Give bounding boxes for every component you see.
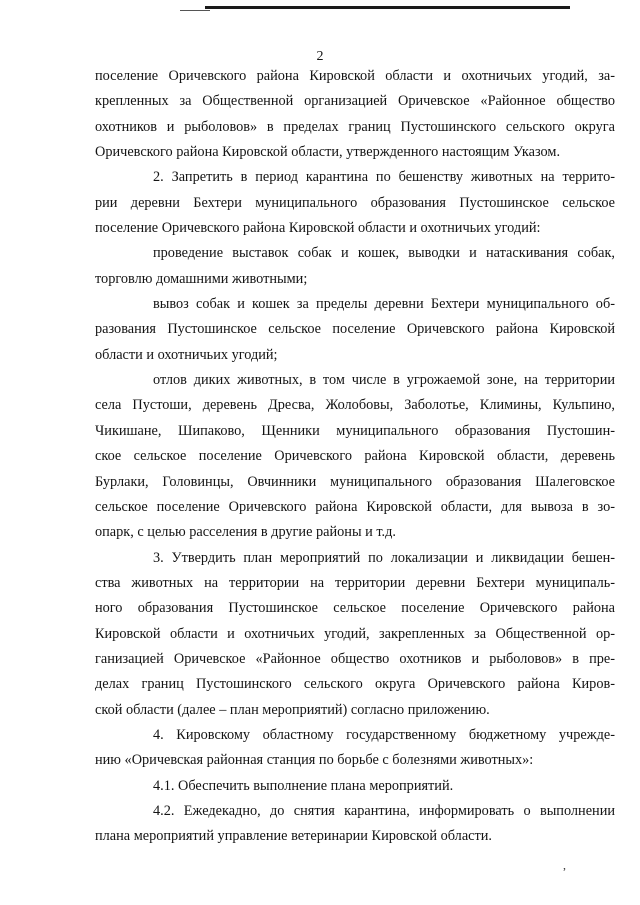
text-line: Кировской области и охотничьих угодий, закрепленных за Общественной ор-	[95, 625, 615, 642]
text-line: делах границ Пустошинского сельского округа Оричевского района Киров-	[95, 676, 615, 693]
text-line: ское сельское поселение Оричевского района Кировской области, деревень	[95, 448, 615, 465]
text-line: отлов диких животных, в том числе в угрожаемой зоне, на территории	[153, 372, 615, 389]
scan-artifact-rule	[205, 6, 570, 9]
text-line: сельское поселение Оричевского района Кировской области, для вывоза в зо-	[95, 498, 615, 515]
scan-speck: ,	[563, 858, 566, 872]
text-line: 4.1. Обеспечить выполнение плана мероприятий.	[153, 777, 454, 794]
text-line: Бурлаки, Головинцы, Овчинники муниципального образования Шалеговское	[95, 473, 615, 490]
document-body	[95, 64, 615, 850]
text-line: Чикишане, Шипаково, Щенники муниципального образования Пустошин-	[95, 422, 615, 439]
text-line: нию «Оричевская районная станция по борьбе с болезнями животных»:	[95, 752, 534, 769]
text-line: рии деревни Бехтери муниципального образования Пустошинское сельское	[95, 194, 615, 211]
text-line: 3. Утвердить план мероприятий по локализации и ликвидации бешен-	[153, 549, 615, 566]
text-line: ного образования Пустошинское сельское поселение Оричевского района	[95, 600, 615, 617]
text-line: крепленных за Общественной организацией Оричевское «Районное общество	[95, 93, 615, 110]
text-line: поселение Оричевского района Кировской области и охотничьих угодий, за-	[95, 68, 615, 84]
text-line: ганизацией Оричевское «Районное общество охотников и рыболовов» в пре-	[95, 650, 615, 667]
text-line: поселение Оричевского района Кировской области и охотничьих угодий:	[95, 220, 541, 237]
text-line: опарк, с целью расселения в другие районы и т.д.	[95, 524, 396, 541]
text-line: села Пустоши, деревень Дресва, Жолобовы, Заболотье, Климины, Кульпино,	[95, 397, 615, 414]
text-line: плана мероприятий управление ветеринарии Кировской области.	[95, 828, 492, 845]
text-line: охотников и рыболовов» в пределах границ Пустошинского сельского округа	[95, 118, 615, 135]
text-line: ства животных на территории на территории деревни Бехтери муниципаль-	[95, 574, 615, 591]
text-line: области и охотничьих угодий;	[95, 346, 278, 363]
text-line: разования Пустошинское сельское поселение Оричевского района Кировской	[95, 321, 615, 338]
text-line: 4. Кировскому областному государственному бюджетному учрежде-	[153, 726, 615, 743]
text-line: вывоз собак и кошек за пределы деревни Бехтери муниципального об-	[153, 296, 615, 313]
page-number: 2	[316, 49, 324, 64]
text-line: проведение выставок собак и кошек, выводки и натаскивания собак,	[153, 245, 615, 262]
text-line: 4.2. Ежедекадно, до снятия карантина, информировать о выполнении	[153, 802, 615, 819]
text-line: ской области (далее – план мероприятий) согласно приложению.	[95, 701, 490, 718]
text-line: 2. Запретить в период карантина по бешенству животных на террито-	[153, 169, 615, 186]
text-line: Оричевского района Кировской области, утвержденного настоящим Указом.	[95, 144, 561, 161]
text-line: торговлю домашними животными;	[95, 270, 308, 287]
scan-artifact-line	[180, 10, 210, 11]
